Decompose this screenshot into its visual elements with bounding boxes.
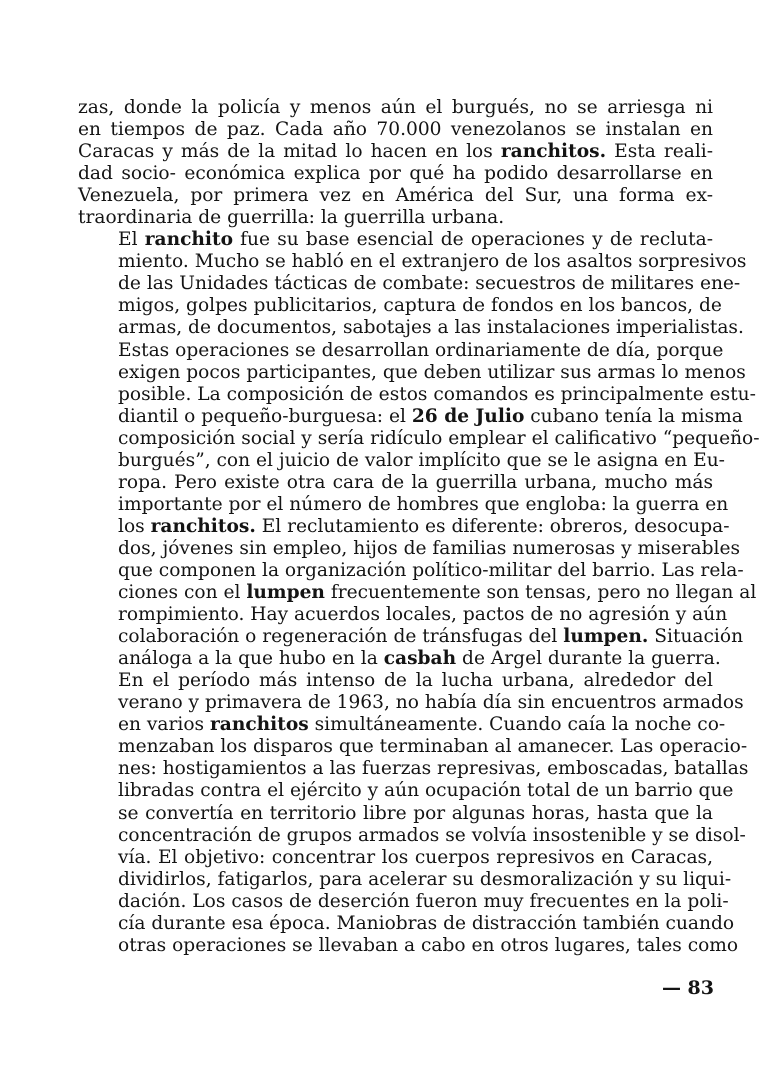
text-line xyxy=(78,405,743,428)
text-line xyxy=(78,824,746,847)
text-line xyxy=(78,912,735,935)
text-run: vía. El objetivo: concentrar los cuerpos represivos en Caracas, xyxy=(118,846,713,868)
text-run: dividirlos, fatigarlos, para acelerar su desmoralización y su liqui- xyxy=(118,868,732,890)
text-line xyxy=(78,251,747,273)
text-run: en tiempos de paz. Cada año 70.000 venezolanos se instalan en xyxy=(78,119,713,141)
text-line xyxy=(78,493,729,516)
text-line xyxy=(78,626,744,648)
text-line xyxy=(78,163,713,185)
bold-term: ranchitos. xyxy=(150,515,256,537)
text-run: exigen pocos participantes, que deben utilizar sus armas lo menos xyxy=(118,361,746,383)
text-run: nes: hostigamientos a las fuerzas represivas, emboscadas, batallas xyxy=(118,758,749,780)
text-line xyxy=(78,780,734,802)
text-line xyxy=(78,847,713,869)
text-line xyxy=(78,317,744,339)
text-run: zas, donde la policía y menos aún el burgués, no se arriesga ni xyxy=(78,97,713,118)
text-run: Venezuela, por primera vez en América del Sur, una forma ex- xyxy=(78,185,713,207)
text-run: dación. Los casos de deserción fueron muy frecuentes en la poli- xyxy=(118,890,729,912)
text-run: migos, golpes publicitarios, captura de fondos en los bancos, de xyxy=(118,295,722,317)
text-line xyxy=(78,692,744,714)
text-line xyxy=(78,868,732,891)
text-run: fue su base esencial de operaciones y de recluta- xyxy=(232,229,714,251)
text-run: Esta reali- xyxy=(606,141,713,163)
text-run: burgués”, con el juicio de valor implícito que se le asigna en Eu- xyxy=(118,449,725,471)
text-run: libradas contra el ejército y aún ocupación total de un barrio que xyxy=(118,780,734,802)
paragraph xyxy=(78,97,713,229)
text-line xyxy=(78,427,760,450)
text-run: concentración de grupos armados se volvía insostenible y se disol- xyxy=(118,824,746,846)
text-run: ciones con el xyxy=(118,582,247,604)
text-line xyxy=(78,559,744,582)
text-run: en varios xyxy=(118,714,210,736)
bold-term: ranchito xyxy=(144,229,233,251)
text-run: traordinaria de guerrilla: la guerrilla urbana. xyxy=(78,207,505,229)
text-run: Estas operaciones se desarrollan ordinariamente de día, porque xyxy=(118,339,724,361)
bold-term: casbah xyxy=(383,648,457,670)
text-run: El reclutamiento es diferente: obreros, desocupa- xyxy=(255,515,730,537)
text-run: cía durante esa época. Maniobras de distracción también cuando xyxy=(118,912,735,934)
text-run: análoga a la que hubo en la xyxy=(118,648,384,670)
text-line xyxy=(78,361,746,384)
text-line xyxy=(78,648,721,670)
bold-term: lumpen. xyxy=(563,626,649,648)
text-run: diantil o pequeño-burguesa: el xyxy=(118,405,412,427)
text-line xyxy=(78,515,730,538)
text-run: verano y primavera de 1963, no había día sin encuentros armados xyxy=(118,692,744,714)
page-number: — 83 xyxy=(661,977,714,999)
text-run: En el período más intenso de la lucha urbana, alrededor del xyxy=(118,670,713,692)
text-line xyxy=(78,273,741,295)
text-line xyxy=(78,449,725,472)
text-run: ropa. Pero existe otra cara de la guerrilla urbana, mucho más xyxy=(118,471,713,493)
text-run: de las Unidades tácticas de combate: secuestros de militares ene- xyxy=(118,273,741,295)
text-run: importante por el número de hombres que engloba: la guerra en xyxy=(118,493,729,515)
text-run: que componen la organización político-militar del barrio. Las rela- xyxy=(118,559,744,581)
text-run: colaboración o regeneración de tránsfugas del xyxy=(118,626,564,648)
text-line xyxy=(78,890,729,913)
text-run: miento. Mucho se habló en el extranjero de los asaltos sorpresivos xyxy=(118,251,747,273)
text-run: dad socio- económica explica por qué ha podido desarrollarse en xyxy=(78,163,713,185)
text-line xyxy=(78,97,713,119)
text-run: cubano tenía la misma xyxy=(524,405,743,427)
bold-term: ranchitos xyxy=(209,714,309,736)
text-line xyxy=(78,383,756,406)
text-run: El xyxy=(118,229,145,251)
text-run: Caracas y más de la mitad lo hacen en los xyxy=(78,141,501,163)
text-line xyxy=(78,934,739,957)
text-line xyxy=(78,295,722,317)
text-run: menzaban los disparos que terminaban al amanecer. Las operacio- xyxy=(118,736,748,758)
text-run: dos, jóvenes sin empleo, hijos de familias numerosas y miserables xyxy=(118,537,741,559)
text-line xyxy=(78,582,757,604)
text-line xyxy=(78,714,726,736)
paragraph xyxy=(78,229,760,670)
text-line xyxy=(78,670,713,692)
text-run: simultáneamente. Cuando caía la noche co- xyxy=(308,714,726,736)
paragraph xyxy=(78,670,749,957)
text-run: rompimiento. Hay acuerdos locales, pactos de no agresión y aún xyxy=(118,604,728,626)
bold-term: lumpen xyxy=(246,582,325,604)
text-run: se convertía en territorio libre por algunas horas, hasta que la xyxy=(118,802,713,824)
text-run: los xyxy=(118,515,151,537)
book-page-body xyxy=(78,97,760,957)
text-run: armas, de documentos, sabotajes a las instalaciones imperialistas. xyxy=(118,317,744,339)
text-run: de Argel durante la guerra. xyxy=(456,648,721,670)
text-line xyxy=(78,472,713,494)
text-run: posible. La composición de estos comandos es principalmente estu- xyxy=(118,383,756,405)
text-line xyxy=(78,229,713,251)
text-run: composición social y sería ridículo emplear el calificativo “pequeño- xyxy=(118,427,760,449)
bold-term: ranchitos. xyxy=(500,141,607,163)
text-line xyxy=(78,339,724,362)
text-line xyxy=(78,803,713,825)
text-run: Situación xyxy=(648,626,744,648)
text-line xyxy=(78,141,713,163)
text-run: frecuentemente son tensas, pero no llegan al xyxy=(324,582,757,604)
text-run: otras operaciones se llevaban a cabo en otros lugares, tales como xyxy=(118,934,739,956)
text-line xyxy=(78,604,728,626)
text-line xyxy=(78,207,713,229)
bold-term: 26 de Julio xyxy=(411,405,525,427)
text-line xyxy=(78,537,741,560)
text-line xyxy=(78,185,713,207)
text-line xyxy=(78,758,749,780)
text-line xyxy=(78,119,713,141)
text-line xyxy=(78,736,748,758)
